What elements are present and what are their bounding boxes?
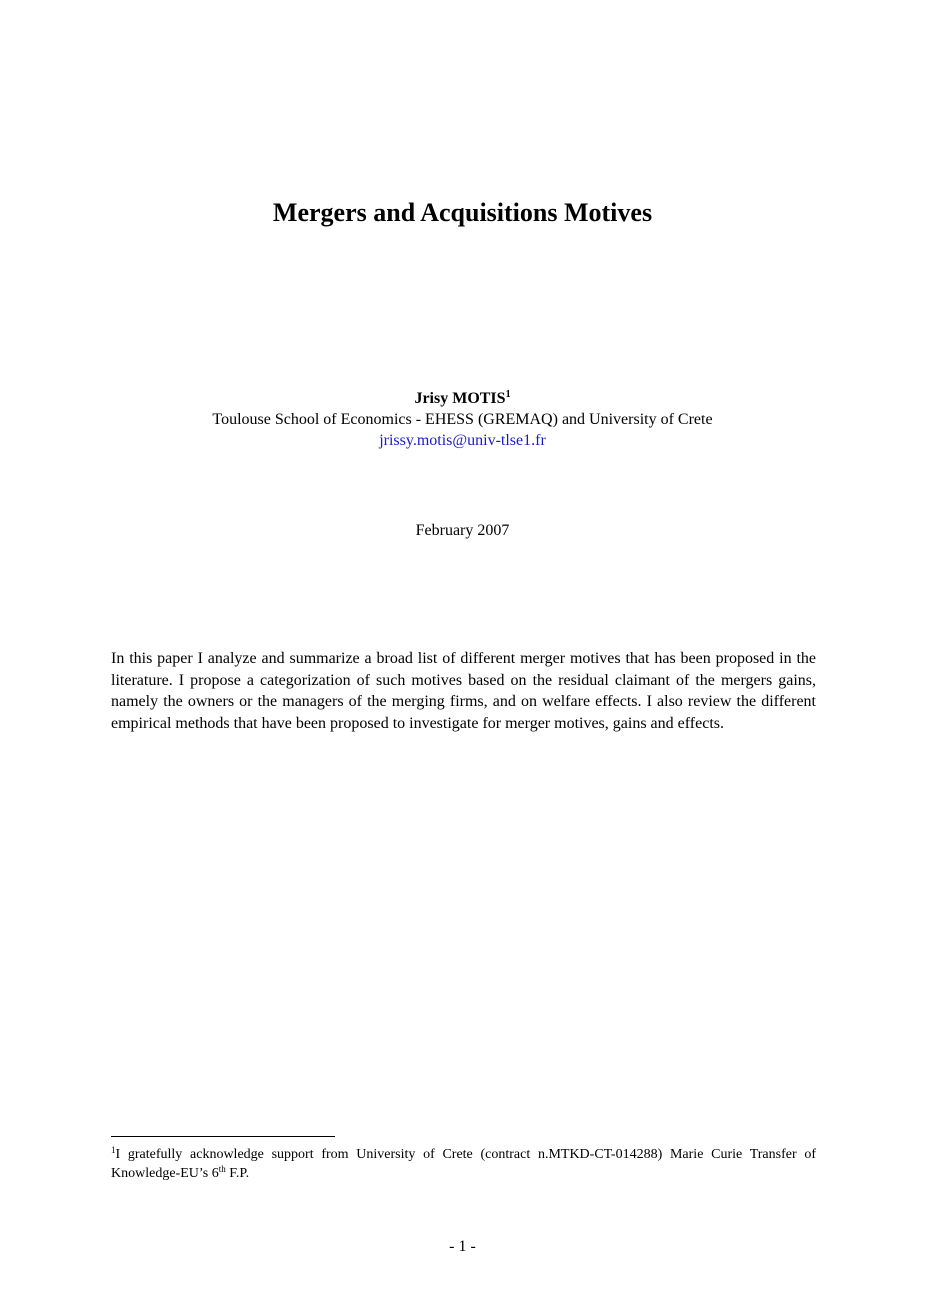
footnote-text-part1: I gratefully acknowledge support from University of Crete (contract n.MTKD-CT-014288) Marie Curie Transfer of Knowledge-EU’s 6 (111, 1147, 816, 1181)
author-affiliation: Toulouse School of Economics - EHESS (GREMAQ) and University of Crete (212, 411, 713, 428)
footnote-divider (111, 1136, 335, 1137)
author-email-link[interactable]: jrissy.motis@univ-tlse1.fr (379, 432, 546, 449)
abstract-paragraph: In this paper I analyze and summarize a broad list of different merger motives that has been proposed in the literature. I propose a categorization of such motives based on the residual claimant of the mergers gains, namely the owners or the managers of the merging firms, and on welfare effects. I also review the different empirical methods that have been proposed to investigate for merger motives, gains and effects. (111, 650, 816, 732)
page-number: - 1 - (449, 1238, 476, 1255)
paper-title: Mergers and Acquisitions Motives (272, 198, 653, 227)
author-name (414, 390, 510, 407)
paper-date: February 2007 (415, 522, 510, 539)
author-name-line (0, 388, 925, 409)
author-name-text: Jrisy MOTIS (414, 390, 506, 407)
author-block (0, 388, 925, 451)
footnote-text-part2: F.P. (225, 1166, 250, 1181)
footnote-superscript: th (218, 1164, 226, 1174)
author-footnote-marker[interactable]: 1 (505, 389, 511, 400)
footnote (111, 1145, 816, 1183)
footnote-marker: 1 (111, 1145, 116, 1155)
